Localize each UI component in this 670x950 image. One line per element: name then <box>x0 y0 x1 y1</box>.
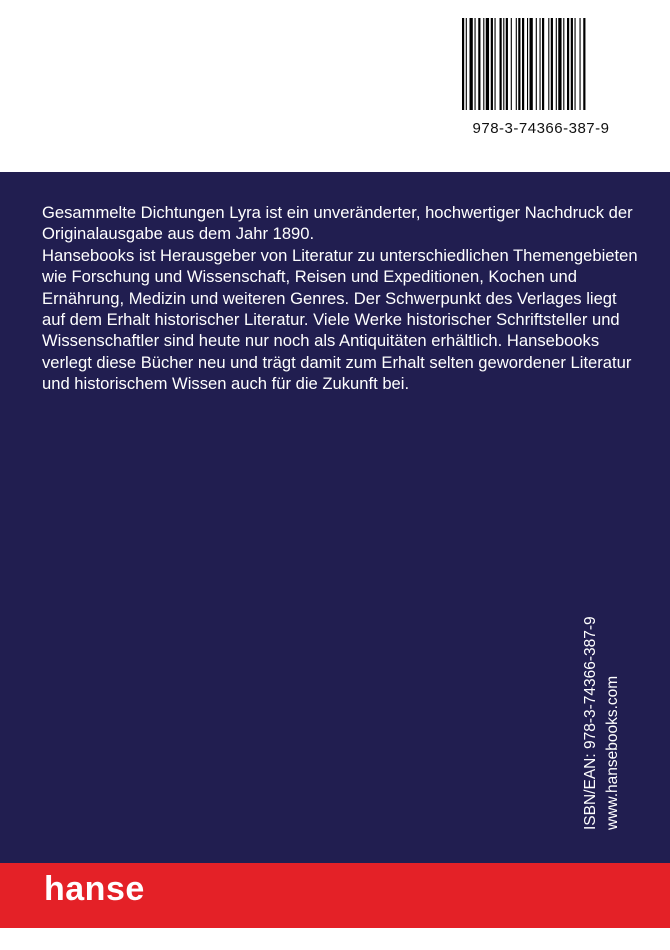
barcode-bar <box>522 18 524 110</box>
barcode-bar <box>571 18 573 110</box>
barcode-bar <box>548 18 549 110</box>
barcode-bar <box>551 18 553 110</box>
barcode-bars <box>462 18 620 116</box>
barcode-bar <box>567 18 569 110</box>
barcode-bar <box>556 18 557 110</box>
description-intro: Gesammelte Dichtungen Lyra ist ein unveränderter, hochwertiger Nachdruck der Originalausgabe aus dem Jahr 1890. <box>42 203 633 244</box>
barcode-bar <box>530 18 533 110</box>
barcode-bar <box>466 18 467 110</box>
barcode-bar <box>558 18 561 110</box>
barcode-bar <box>500 18 502 110</box>
barcode-bar <box>540 18 541 110</box>
barcode-bar <box>580 18 581 110</box>
barcode-bar <box>511 18 512 110</box>
barcode-bar <box>475 18 476 110</box>
barcode-bar <box>506 18 508 110</box>
barcode-bar <box>527 18 528 110</box>
barcode-isbn-number: 978-3-74366-387-9 <box>472 120 610 137</box>
barcode <box>452 12 630 136</box>
barcode-bar <box>486 18 489 110</box>
barcode-bar <box>491 18 493 110</box>
barcode-bar <box>575 18 576 110</box>
barcode-bar <box>536 18 537 110</box>
book-description <box>42 202 642 395</box>
barcode-bar <box>563 18 564 110</box>
bottom-white-strip <box>0 928 670 950</box>
barcode-bar <box>518 18 520 110</box>
website-url: www.hansebooks.com <box>604 675 621 830</box>
barcode-bar <box>462 18 464 110</box>
barcode-bar <box>483 18 484 110</box>
barcode-bar <box>516 18 517 110</box>
barcode-bar <box>470 18 473 110</box>
spine-info <box>580 590 640 830</box>
barcode-bar <box>503 18 504 110</box>
barcode-bar <box>478 18 480 110</box>
barcode-bar <box>583 18 585 110</box>
isbn-ean-line: ISBN/EAN: 978-3-74366-387-9 <box>582 616 599 830</box>
barcode-bar <box>495 18 496 110</box>
description-publisher: Hansebooks ist Herausgeber von Literatur zu unterschiedlichen Themengebieten wie Forschung und Wissenschaft, Reisen und Expeditionen, Kochen und Ernährung, Medizin und weiteren Genres. Der Schwerpunkt des Verlages liegt auf dem Erhalt historischer Literatur. Viele Werke historischer Schriftsteller und Wissenschaftler sind heute nur noch als Antiquitäten erhältlich. Hansebooks verlegt diese Bücher neu und trägt damit zum Erhalt selten gewordener Literatur und historischem Wissen auch für die Zukunft bei. <box>42 245 638 394</box>
hanse-logo: hanse <box>44 870 145 908</box>
barcode-bar <box>542 18 544 110</box>
